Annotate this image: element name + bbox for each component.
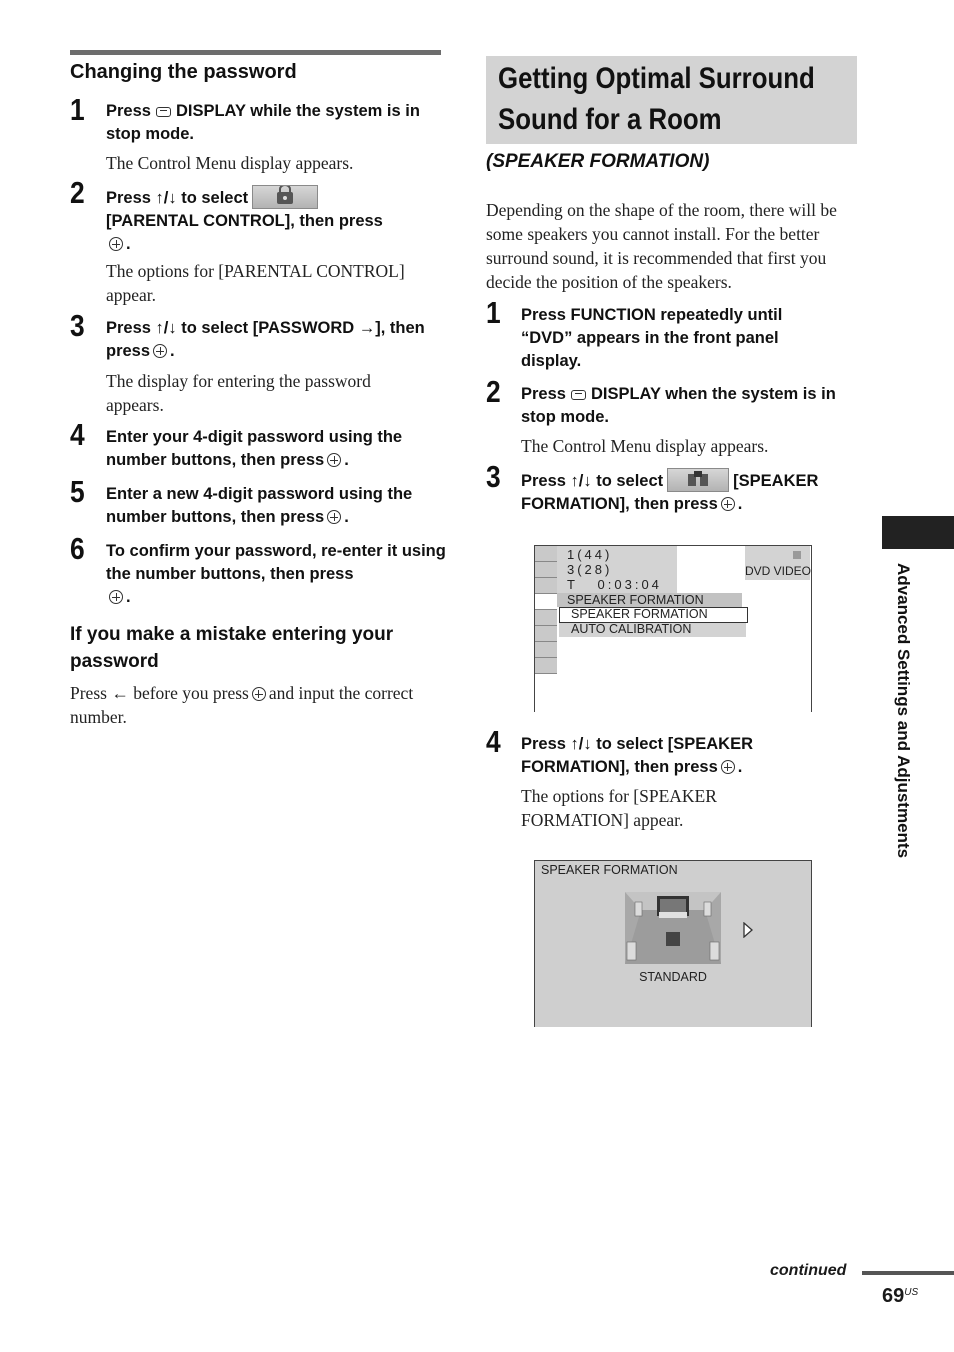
- step-number: 1: [486, 295, 501, 330]
- formation-caption: STANDARD: [639, 970, 707, 984]
- step-note: The display for entering the password appears.: [106, 371, 371, 415]
- enter-button-icon: [109, 590, 123, 604]
- option-auto-calibration[interactable]: [559, 623, 746, 637]
- chapter-number: 3(28): [567, 562, 613, 577]
- section-rule: [70, 50, 441, 55]
- step-note: The options for [PARENTAL CONTROL] appear.: [106, 261, 405, 305]
- option-label: SPEAKER FORMATION: [571, 607, 708, 621]
- enter-button-icon: [721, 497, 735, 511]
- side-section-label: Advanced Settings and Adjustments: [894, 563, 913, 859]
- enter-button-icon: [327, 453, 341, 467]
- step-number: 4: [70, 417, 85, 452]
- room-layout-image: [625, 892, 721, 964]
- section-heading: Changing the password: [70, 61, 297, 83]
- continued-rule: [862, 1271, 954, 1275]
- disc-type: DVD VIDEO: [745, 564, 812, 578]
- step-number: 5: [70, 474, 85, 509]
- display-button-icon: [156, 107, 171, 117]
- menu-title: SPEAKER FORMATION: [567, 593, 704, 607]
- enter-button-icon: [252, 687, 266, 701]
- step-instruction: Press DISPLAY when the system is in stop mode.: [521, 385, 836, 426]
- speaker-formation-screen: [534, 860, 812, 1027]
- page-number: $69^{US}$: [882, 1285, 919, 1307]
- speaker-formation-icon: [667, 468, 729, 492]
- time-readout: T 0:03:04: [567, 577, 662, 592]
- step-instruction: Enter a new 4-digit password using the number buttons, then press .: [106, 485, 413, 526]
- title-number: 1(44): [567, 547, 613, 562]
- step-note: The options for [SPEAKER FORMATION] appear.: [521, 786, 717, 830]
- enter-button-icon: [109, 237, 123, 251]
- option-label: AUTO CALIBRATION: [571, 622, 692, 636]
- section-tab: [882, 516, 954, 549]
- step-number: 3: [70, 308, 85, 343]
- step-number: 1: [70, 92, 85, 127]
- step-instruction: To confirm your password, re-enter it using the number buttons, then press .: [106, 542, 446, 606]
- page-title-line-1: Getting Optimal Surround: [498, 62, 815, 95]
- tip-text: Press ← before you press and input the correct number.: [70, 683, 414, 727]
- step-instruction: Press FUNCTION repeatedly until “DVD” appears in the front panel display.: [521, 306, 783, 370]
- option-speaker-formation[interactable]: [559, 607, 748, 623]
- control-menu-screen: [534, 545, 812, 712]
- intro-paragraph: Depending on the shape of the room, there will be some speakers you cannot install. For the better surround sound, it is recommended that first you decide the position of the speakers.: [486, 200, 837, 292]
- step-note: The Control Menu display appears.: [521, 436, 769, 456]
- step-instruction: Press ↑/↓ to select [SPEAKER FORMATION], then press .: [521, 735, 753, 776]
- step-instruction: Press DISPLAY while the system is in stop mode.: [106, 102, 420, 143]
- enter-button-icon: [327, 510, 341, 524]
- enter-button-icon: [721, 760, 735, 774]
- step-instruction: Press ↑/↓ to select [SPEAKER FORMATION], then press .: [521, 468, 861, 516]
- page-title-line-2: Sound for a Room: [498, 103, 722, 136]
- display-button-icon: [571, 390, 586, 400]
- step-instruction: Enter your 4-digit password using the number buttons, then press .: [106, 428, 403, 469]
- step-note: The Control Menu display appears.: [106, 153, 354, 173]
- step-instruction: Press ↑/↓ to select [PARENTAL CONTROL], then press .: [106, 185, 446, 256]
- step-number: 2: [486, 374, 501, 409]
- continued-label: continued: [770, 1262, 847, 1279]
- step-number: 2: [70, 175, 85, 210]
- enter-button-icon: [153, 344, 167, 358]
- arrow-right-icon[interactable]: [743, 922, 753, 943]
- page-subtitle: (SPEAKER FORMATION): [486, 151, 710, 172]
- tip-heading: If you make a mistake entering your password: [70, 624, 394, 672]
- step-number: 4: [486, 724, 501, 759]
- step-number: 3: [486, 459, 501, 494]
- disc-indicator-icon: [793, 551, 801, 559]
- parental-control-icon: [252, 185, 318, 209]
- step-instruction: Press ↑/↓ to select [PASSWORD →], then press .: [106, 319, 425, 360]
- step-number: 6: [70, 531, 85, 566]
- menu-icon-strip: [535, 546, 557, 712]
- screen-header: SPEAKER FORMATION: [541, 863, 678, 877]
